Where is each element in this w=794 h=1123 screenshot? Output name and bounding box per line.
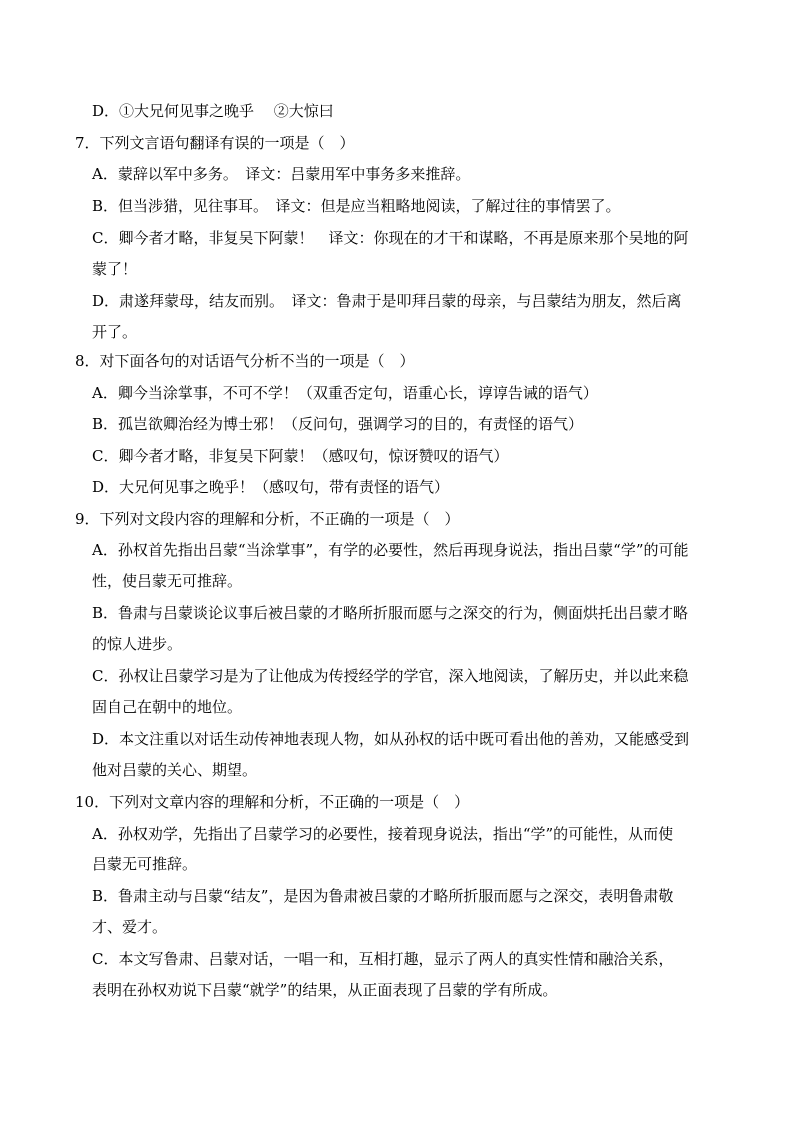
q9-option-a-cont: 性，使吕蒙无可推辞。 — [92, 572, 243, 590]
q8-option-a: A．卿今当涂掌事，不可不学！（双重否定句，语重心长，谆谆告诫的语气） — [92, 384, 598, 402]
q9-option-c: C．孙权让吕蒙学习是为了让他成为传授经学的学官，深入地阅读，了解历史，并以此来稳 — [92, 667, 689, 685]
q7-option-c: C．卿今者才略，非复吴下阿蒙！ 译文：你现在的才干和谋略，不再是原来那个吴地的阿 — [92, 229, 689, 247]
q9-option-a: A．孙权首先指出吕蒙“当涂掌事”，有学的必要性，然后再现身说法，指出吕蒙“学”的可能 — [92, 541, 689, 559]
q10-option-a: A．孙权劝学，先指出了吕蒙学习的必要性，接着现身说法，指出“学”的可能性，从而使 — [92, 825, 674, 843]
q9-option-b: B．鲁肃与吕蒙谈论议事后被吕蒙的才略所折服而愿与之深交的行为，侧面烘托出吕蒙才略 — [92, 604, 689, 622]
q8-option-d: D．大兄何见事之晚乎！（感叹句，带有责怪的语气） — [92, 478, 450, 496]
q9-option-d-cont: 他对吕蒙的关心、期望。 — [92, 761, 258, 779]
question-7-stem: 7．下列文言语句翻译有误的一项是（ ） — [75, 134, 355, 152]
q9-option-d: D．本文注重以对话生动传神地表现人物，如从孙权的话中既可看出他的善劝，又能感受到 — [92, 730, 690, 748]
q10-option-c: C．本文写鲁肃、吕蒙对话，一唱一和，互相打趣，显示了两人的真实性情和融洽关系， — [92, 950, 674, 968]
q9-option-b-cont: 的惊人进步。 — [92, 635, 183, 653]
q8-option-c: C．卿今者才略，非复吴下阿蒙！（感叹句，惊讶赞叹的语气） — [92, 447, 509, 465]
q7-option-d: D．肃遂拜蒙母，结友而别。 译文：鲁肃于是叩拜吕蒙的母亲，与吕蒙结为朋友，然后离 — [92, 292, 682, 310]
q7-option-d-cont: 开了。 — [92, 323, 138, 341]
q6-option-d: D．①大兄何见事之晚乎 ②大惊曰 — [92, 102, 334, 120]
q7-option-a: A．蒙辞以军中多务。 译文：吕蒙用军中事务多来推辞。 — [92, 165, 471, 183]
q10-option-b: B．鲁肃主动与吕蒙“结友”，是因为鲁肃被吕蒙的才略所折服而愿与之深交，表明鲁肃敬 — [92, 887, 674, 905]
question-9-stem: 9．下列对文段内容的理解和分析，不正确的一项是（ ） — [75, 510, 460, 528]
q10-option-c-cont: 表明在孙权劝说下吕蒙“就学”的结果，从正面表现了吕蒙的学有所成。 — [92, 981, 558, 999]
q9-option-c-cont: 固自己在朝中的地位。 — [92, 698, 243, 716]
q7-option-c-cont: 蒙了！ — [92, 260, 138, 278]
question-10-stem: 10．下列对文章内容的理解和分析，不正确的一项是（ ） — [75, 793, 470, 811]
q10-option-b-cont: 才、爱才。 — [92, 918, 168, 936]
q7-option-b: B．但当涉猎，见往事耳。 译文：但是应当粗略地阅读，了解过往的事情罢了。 — [92, 197, 621, 215]
q8-option-b: B．孤岂欲卿治经为博士邪！（反问句，强调学习的目的，有责怪的语气） — [92, 415, 584, 433]
q10-option-a-cont: 吕蒙无可推辞。 — [92, 855, 198, 873]
question-8-stem: 8．对下面各句的对话语气分析不当的一项是（ ） — [75, 352, 415, 370]
